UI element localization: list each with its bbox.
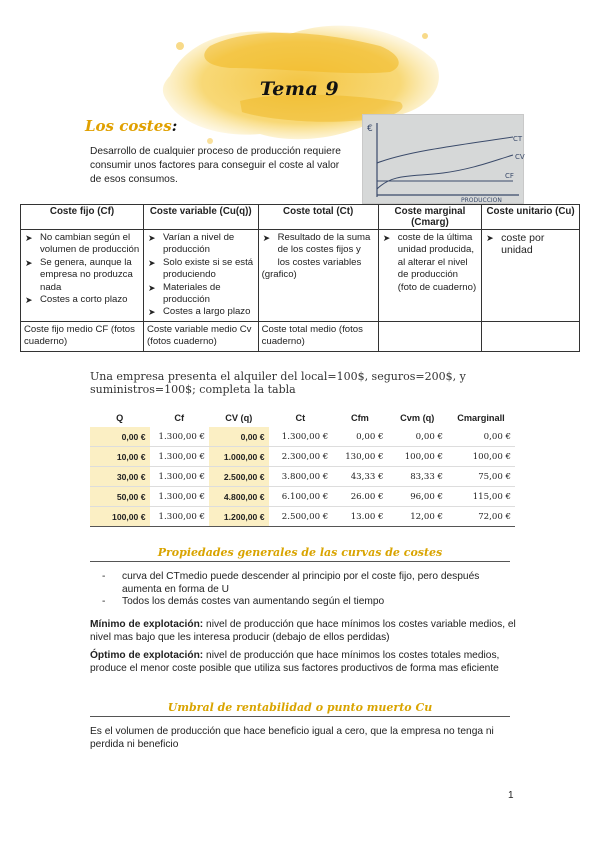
minimo-term: Mínimo de explotación:	[90, 619, 204, 630]
cell-q: 10,00 €	[90, 447, 150, 467]
cell-cv: 2.500,00 €	[209, 467, 269, 487]
cell-q: 0,00 €	[90, 427, 150, 447]
cell-coste-fijo	[21, 230, 144, 322]
cell-cfm: 26.00 €	[332, 487, 387, 507]
umbral-paragraph: Es el volumen de producción que hace beneficio igual a cero, que la empresa no tenga ni perdida ni beneficio	[90, 726, 494, 750]
header-coste-fijo: Coste fijo (Cf)	[21, 205, 144, 230]
cell-cfm: 130,00 €	[332, 447, 387, 467]
footer-empty	[378, 321, 481, 351]
cell-coste-total	[258, 230, 378, 322]
cell-cf: 1.300,00 €	[150, 467, 210, 487]
list-item: ➤ Costes a largo plazo	[147, 306, 255, 318]
cell-q: 30,00 €	[90, 467, 150, 487]
section-heading-text: Los costes	[85, 117, 172, 135]
col-cf: Cf	[174, 413, 185, 423]
section-heading-colon: :	[171, 117, 178, 135]
cell-cmarginal: 115,00 €	[447, 487, 515, 507]
list-item: ➤ Materiales de producción	[147, 282, 255, 307]
photo-curve-cv: CV	[515, 153, 525, 161]
photo-curve-cf: CF	[505, 172, 514, 180]
cell-ct: 2.300,00 €	[269, 447, 333, 467]
list-item: ➤ Varían a nivel de producción	[147, 232, 255, 257]
optimo-paragraph	[90, 649, 520, 675]
cell-coste-marginal	[378, 230, 481, 322]
notebook-photo	[362, 114, 524, 204]
list-coste-marginal	[382, 232, 478, 294]
list-item: ➤ coste de la última unidad producida, al alterar el nivel de producción (foto de cuaderno)	[382, 232, 478, 294]
section-heading	[85, 117, 177, 135]
list-item: ➤ No cambian según el volumen de producción	[24, 232, 140, 257]
properties-list	[100, 571, 520, 609]
exercise-statement: Una empresa presenta el alquiler del local=100$, seguros=200$, y suministros=100$; completa la tabla	[90, 370, 466, 396]
footer-coste-total-medio: Coste total medio (fotos cuaderno)	[258, 321, 378, 351]
cell-cmarginal: 72,00 €	[447, 507, 515, 527]
cell-cf: 1.300,00 €	[150, 427, 210, 447]
page-number: 1	[508, 790, 514, 801]
header-coste-marginal: Coste marginal (Cmarg)	[378, 205, 481, 230]
cell-cf: 1.300,00 €	[150, 447, 210, 467]
table-row	[90, 467, 515, 487]
header-coste-variable: Coste variable (Cu(q))	[143, 205, 258, 230]
costs-table-footer-row	[21, 321, 580, 351]
properties-heading: Propiedades generales de las curvas de costes	[90, 546, 510, 562]
cell-q: 50,00 €	[90, 487, 150, 507]
header-coste-total: Coste total (Ct)	[258, 205, 378, 230]
header-coste-unitario: Coste unitario (Cu)	[482, 205, 580, 230]
col-q: Q	[116, 413, 124, 423]
col-cfm: Cfm	[350, 413, 369, 423]
cell-cvm: 83,33 €	[388, 467, 448, 487]
footer-coste-fijo-medio: Coste fijo medio CF (fotos cuaderno)	[21, 321, 144, 351]
table-row	[90, 487, 515, 507]
col-ct: Ct	[295, 413, 306, 423]
cell-cvm: 100,00 €	[388, 447, 448, 467]
costs-table	[20, 204, 580, 352]
costs-table-body-row	[21, 230, 580, 322]
coste-total-note: (grafico)	[261, 269, 297, 281]
cell-cmarginal: 100,00 €	[447, 447, 515, 467]
minimo-paragraph	[90, 618, 520, 644]
cell-coste-unitario	[482, 230, 580, 322]
list-coste-variable	[147, 232, 255, 319]
list-item: ➤ Costes a corto plazo	[24, 294, 140, 306]
cell-cv: 1.200,00 €	[209, 507, 269, 527]
table-row	[90, 427, 515, 447]
minimo-text: nivel de producción que hace mínimos los costes variable medios, el nivel mas bajo que les interesa producir (debajo de ellos perdidas)	[90, 619, 516, 643]
page-title: Tema 9	[259, 78, 340, 100]
footer-coste-variable-medio: Coste variable medio Cv (fotos cuaderno)	[143, 321, 258, 351]
list-coste-unitario	[485, 232, 576, 257]
footer-empty	[482, 321, 580, 351]
exercise-header-row	[90, 410, 515, 427]
list-item: - Todos los demás costes van aumentando según el tiempo	[100, 596, 520, 609]
cell-cvm: 0,00 €	[388, 427, 448, 447]
table-row	[90, 507, 515, 527]
cell-cf: 1.300,00 €	[150, 487, 210, 507]
cell-cv: 0,00 €	[209, 427, 269, 447]
cell-cfm: 43,33 €	[332, 467, 387, 487]
cell-ct: 6.100,00 €	[269, 487, 333, 507]
photo-curve-ct: CT	[513, 135, 523, 143]
cost-curves-sketch	[363, 115, 523, 203]
cell-ct: 3.800,00 €	[269, 467, 333, 487]
costs-table-header-row	[21, 205, 580, 230]
cell-q: 100,00 €	[90, 507, 150, 527]
exercise-table	[90, 410, 515, 527]
cell-ct: 1.300,00 €	[269, 427, 333, 447]
list-coste-total	[262, 232, 375, 269]
cell-cv: 4.800,00 €	[209, 487, 269, 507]
col-cv: CV (q)	[225, 413, 253, 423]
optimo-text: nivel de producción que hace mínimos los costes totales medios, produce el menor coste posible que utiliza sus factores productivos de forma mas eficiente	[90, 650, 500, 674]
cell-cfm: 13.00 €	[332, 507, 387, 527]
table-row	[90, 447, 515, 467]
umbral-heading: Umbral de rentabilidad o punto muerto Cu	[90, 701, 510, 717]
cell-cv: 1.000,00 €	[209, 447, 269, 467]
optimo-term: Óptimo de explotación:	[90, 650, 204, 661]
list-item: ➤ coste por unidad	[485, 232, 576, 257]
cell-cf: 1.300,00 €	[150, 507, 210, 527]
list-coste-fijo	[24, 232, 140, 306]
cell-cvm: 12,00 €	[388, 507, 448, 527]
list-item: ➤ Se genera, aunque la empresa no produzca nada	[24, 257, 140, 294]
photo-x-label: PRODUCCION	[461, 197, 502, 204]
col-cvm: Cvm (q)	[400, 413, 435, 423]
cell-cmarginal: 0,00 €	[447, 427, 515, 447]
cell-ct: 2.500,00 €	[269, 507, 333, 527]
cell-cmarginal: 75,00 €	[447, 467, 515, 487]
intro-paragraph: Desarrollo de cualquier proceso de producción requiere consumir unos factores para conseguir el coste al valor de esos consumos.	[90, 146, 341, 185]
photo-y-label: €	[367, 124, 373, 134]
cell-cvm: 96,00 €	[388, 487, 448, 507]
cell-coste-variable	[143, 230, 258, 322]
list-item: ➤ Solo existe si se está produciendo	[147, 257, 255, 282]
cell-cfm: 0,00 €	[332, 427, 387, 447]
list-item: - curva del CTmedio puede descender al principio por el coste fijo, pero después aumenta en forma de U	[100, 571, 520, 596]
col-cmarginal: Cmarginall	[457, 413, 505, 423]
list-item: ➤ Resultado de la suma de los costes fijos y los costes variables	[262, 232, 375, 269]
